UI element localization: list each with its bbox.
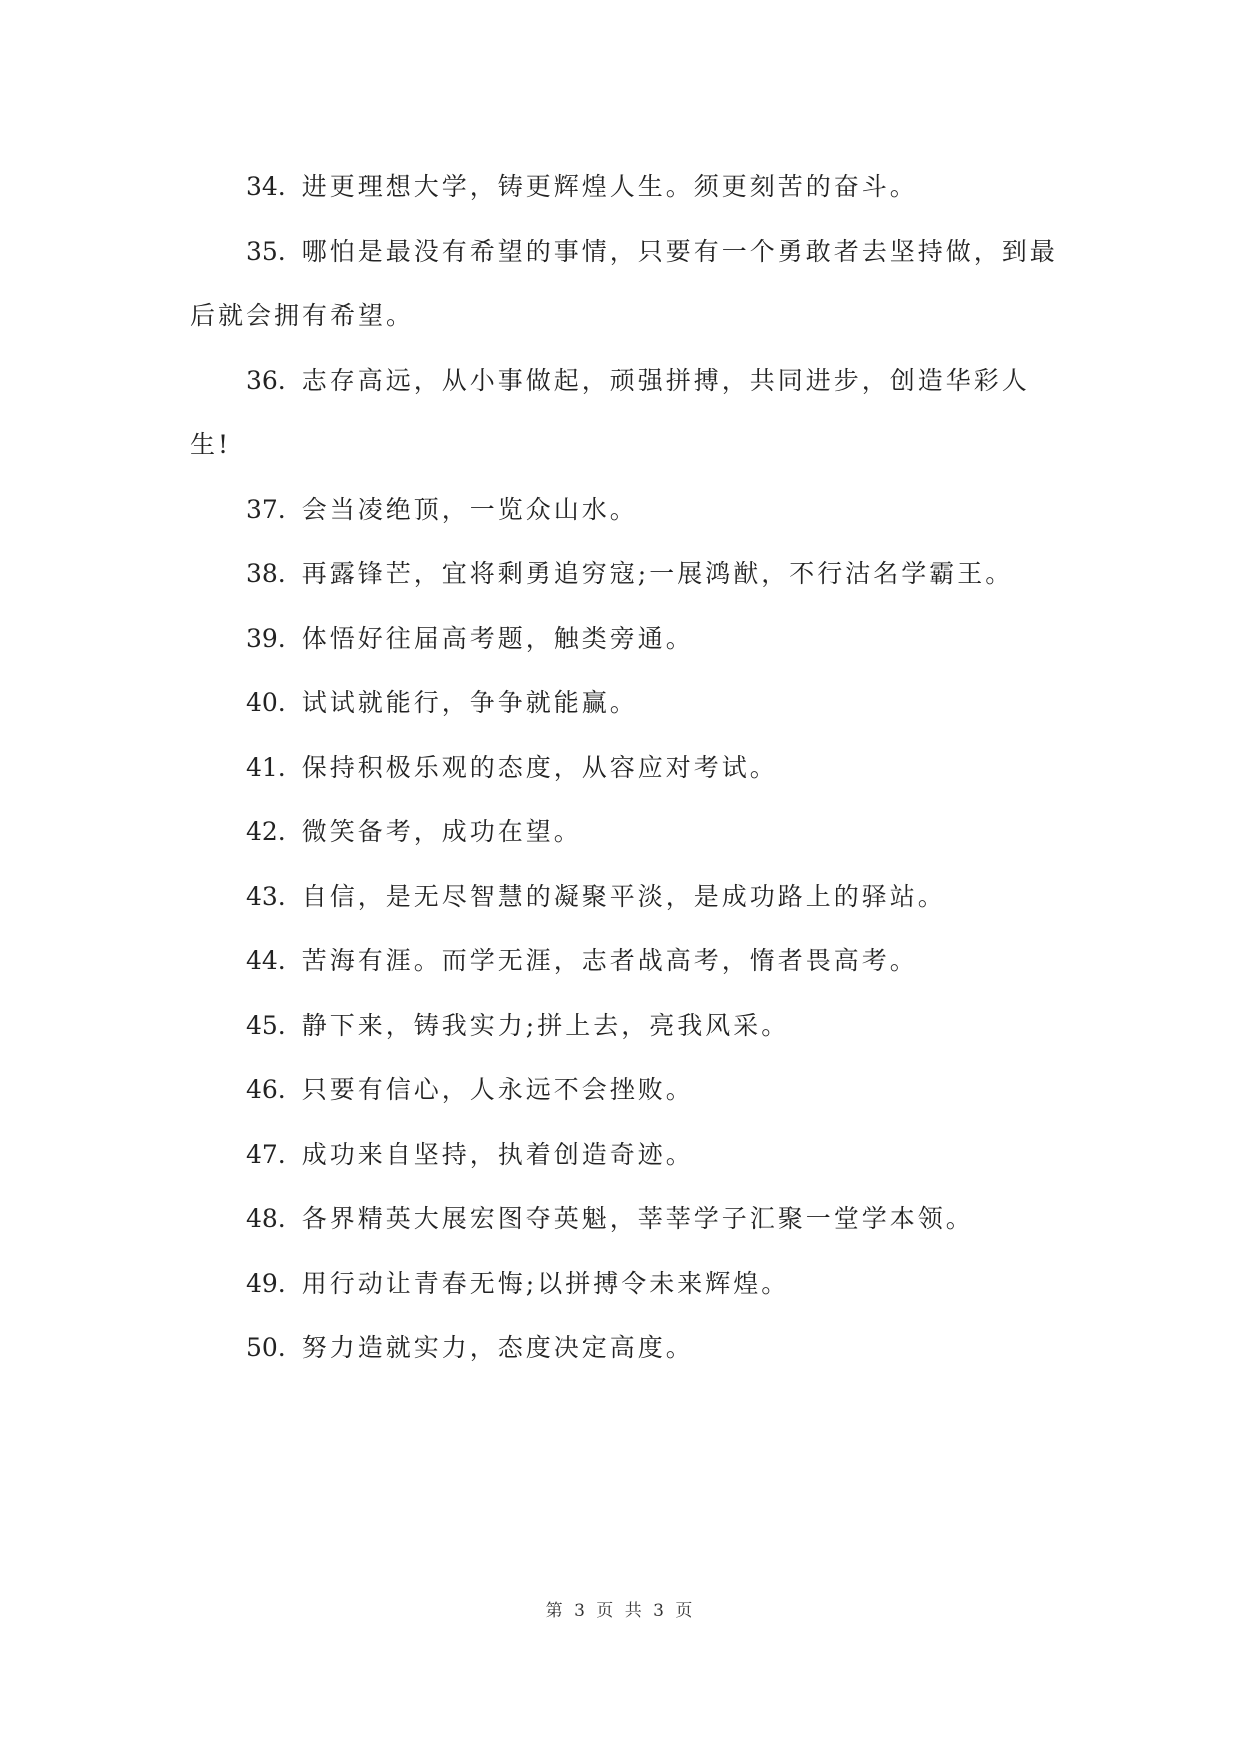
page-footer (0, 1596, 1241, 1621)
item-number: 43. (246, 881, 286, 911)
item-text: 试试就能行，争争就能赢。 (301, 688, 638, 717)
item-text: 哪怕是最没有希望的事情，只要有一个勇敢者去坚持做，到最后就会拥有希望。 (190, 236, 1058, 330)
item-text: 再露锋芒，宜将剩勇追穷寇;一展鸿猷，不行沽名学霸王。 (301, 559, 1014, 588)
list-item-34 (190, 155, 1070, 220)
list-item-48 (190, 1187, 1070, 1252)
item-number: 44. (246, 946, 286, 975)
list-item-38 (190, 542, 1070, 607)
list-item-42 (190, 800, 1070, 865)
item-text: 努力造就实力，态度决定高度。 (301, 1333, 694, 1362)
list-item-46 (190, 1058, 1070, 1123)
item-number: 49. (246, 1268, 286, 1298)
list-item-37 (190, 478, 1070, 543)
item-number: 35. (246, 236, 286, 266)
item-number: 36. (246, 365, 286, 395)
item-number: 38. (246, 559, 286, 588)
item-number: 48. (246, 1204, 286, 1233)
item-text: 只要有信心，人永远不会挫败。 (301, 1075, 694, 1104)
item-text: 会当凌绝顶，一览众山水。 (301, 494, 638, 524)
item-number: 45. (246, 1010, 286, 1040)
item-text: 微笑备考，成功在望。 (301, 817, 582, 846)
item-number: 47. (246, 1139, 286, 1169)
item-text: 各界精英大展宏图夺英魁，莘莘学子汇聚一堂学本领。 (301, 1204, 974, 1233)
list-item-45 (190, 994, 1070, 1059)
item-text: 自信，是无尽智慧的凝聚平淡，是成功路上的驿站。 (301, 881, 946, 911)
item-text: 进更理想大学，铸更辉煌人生。须更刻苦的奋斗。 (301, 172, 918, 201)
item-text: 苦海有涯。而学无涯，志者战高考，惰者畏高考。 (301, 946, 918, 975)
item-number: 41. (246, 752, 286, 782)
item-number: 46. (246, 1075, 286, 1104)
item-number: 37. (246, 494, 286, 524)
list-item-43 (190, 865, 1070, 930)
item-number: 40. (246, 688, 286, 717)
list-item-44 (190, 929, 1070, 994)
item-text: 成功来自坚持，执着创造奇迹。 (301, 1139, 694, 1169)
item-text: 体悟好往届高考题，触类旁通。 (301, 623, 694, 653)
item-text: 用行动让青春无悔;以拼搏令未来辉煌。 (301, 1268, 790, 1298)
item-text: 保持积极乐观的态度，从容应对考试。 (301, 752, 778, 782)
list-item-36 (190, 349, 1070, 478)
item-number: 34. (246, 172, 286, 201)
list-item-35 (190, 220, 1070, 349)
item-number: 42. (246, 817, 286, 846)
item-text: 静下来，铸我实力;拼上去，亮我风采。 (301, 1010, 790, 1040)
item-number: 39. (246, 623, 286, 653)
item-number: 50. (246, 1333, 286, 1362)
list-item-49 (190, 1252, 1070, 1317)
list-item-41 (190, 736, 1070, 801)
list-item-50 (190, 1316, 1070, 1381)
item-text: 志存高远，从小事做起，顽强拼搏，共同进步，创造华彩人生! (190, 365, 1030, 459)
list-item-40 (190, 671, 1070, 736)
list-item-39 (190, 607, 1070, 672)
page-number: 第 3 页 共 3 页 (545, 1601, 696, 1621)
list-item-47 (190, 1123, 1070, 1188)
document-body (190, 155, 1070, 1381)
